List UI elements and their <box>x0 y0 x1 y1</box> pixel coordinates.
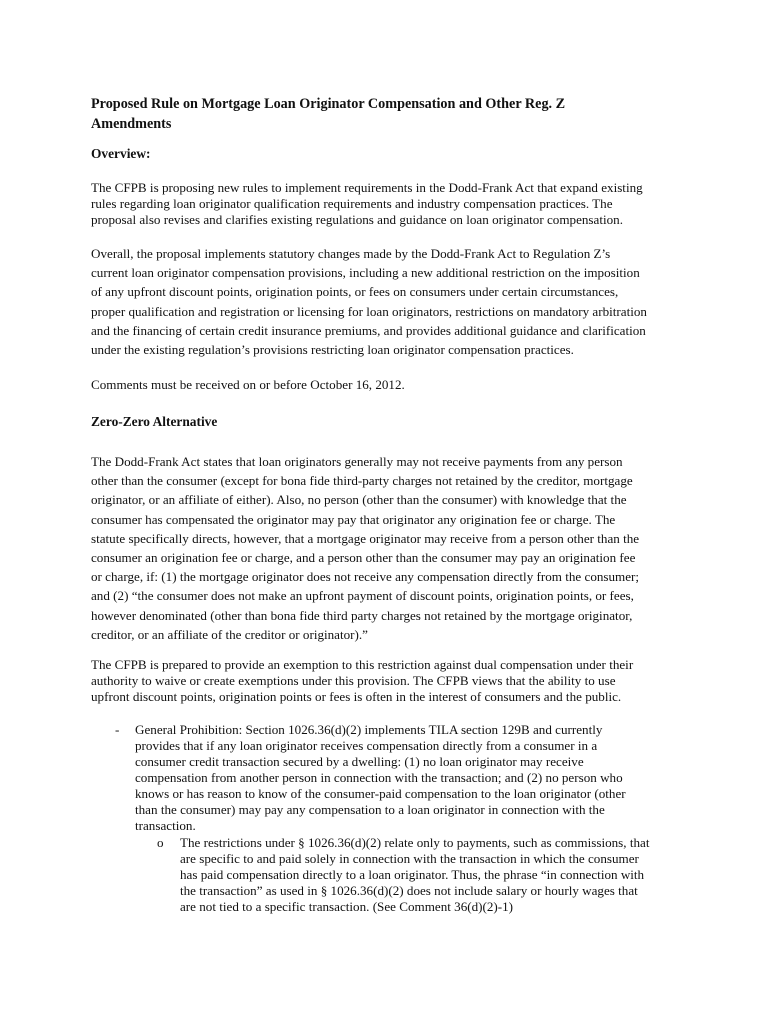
comments-deadline <box>91 375 691 394</box>
text-line: The CFPB is prepared to provide an exemption to this restriction against dual compensation under their <box>91 657 634 672</box>
text-line: consumer an origination fee or charge, and a person other than the consumer may pay an origination fee <box>91 549 636 565</box>
text-line: the transaction” as used in § 1026.36(d)(2) does not include salary or hourly wages that <box>180 883 638 898</box>
text-line: transaction. <box>135 818 196 833</box>
text-line: proper qualification and registration or licensing for loan originators, restrictions on mandatory arbitration <box>91 303 647 319</box>
text-line: The restrictions under § 1026.36(d)(2) relate only to payments, such as commissions, that <box>180 835 650 850</box>
text-line: has paid compensation directly to a loan originator. Thus, the phrase “in connection with <box>180 867 645 882</box>
text-line: and (2) “the consumer does not make an upfront payment of discount points, origination points, or fees, <box>91 588 634 604</box>
overview-paragraph-2 <box>91 244 691 359</box>
title-line: Amendments <box>91 116 172 132</box>
circle-bullet-marker: o <box>157 835 164 850</box>
title-line: Proposed Rule on Mortgage Loan Originator Compensation and Other Reg. Z <box>91 96 566 112</box>
overview-paragraph-1 <box>91 180 691 228</box>
dash-bullet-marker: - <box>115 722 120 737</box>
text-line: Comments must be received on or before October 16, 2012. <box>91 377 405 392</box>
text-line: creditor, or an affiliate of the creditor or originator).” <box>91 626 368 642</box>
text-line: consumer has compensated the originator may pay that originator any origination fee or charge. The <box>91 511 616 527</box>
zero-zero-paragraph-1 <box>91 452 691 644</box>
zero-zero-heading: Zero-Zero Alternative <box>91 414 218 429</box>
text-line: proposal also revises and clarifies existing regulations and guidance on loan originator compensation. <box>91 212 623 227</box>
text-line: statute specifically directs, however, that a mortgage originator may receive from a person other than the <box>91 530 640 546</box>
text-line: and the financing of certain credit insurance premiums, and provides additional guidance and clarification <box>91 322 646 338</box>
text-line: are specific to and paid solely in connection with the transaction in which the consumer <box>180 851 639 866</box>
text-line: rules regarding loan originator qualification requirements and industry compensation practices. The <box>91 196 613 211</box>
text-line: upfront discount points, origination points or fees is often in the interest of consumers and the public. <box>91 689 622 704</box>
text-line: are not tied to a specific transaction. (See Comment 36(d)(2)-1) <box>180 899 514 914</box>
overview-heading: Overview: <box>91 146 151 161</box>
text-line: than the consumer) may pay any compensation to a loan originator in connection with the <box>135 802 605 817</box>
text-line: under the existing regulation’s provisions restricting loan originator compensation practices. <box>91 341 574 357</box>
text-line: of any upfront discount points, origination points, or fees on consumers under certain circumstances, <box>91 284 619 300</box>
text-line: Overall, the proposal implements statutory changes made by the Dodd-Frank Act to Regulation Z’s <box>91 246 611 261</box>
text-line: authority to waive or create exemptions under this provision. The CFPB views that the ability to use <box>91 673 616 688</box>
text-line: General Prohibition: Section 1026.36(d)(2) implements TILA section 129B and currently <box>135 722 603 737</box>
text-line: compensation from another person in connection with the transaction; and (2) no person who <box>135 770 623 785</box>
zero-zero-paragraph-2 <box>91 657 691 705</box>
text-line: knows or has reason to know of the consumer-paid compensation to the loan originator (other <box>135 786 626 801</box>
document-title <box>91 94 691 134</box>
text-line: The CFPB is proposing new rules to implement requirements in the Dodd-Frank Act that expand existing <box>91 180 643 195</box>
text-line: consumer credit transaction secured by a dwelling: (1) no loan originator may receive <box>135 754 584 769</box>
text-line: originator, or an affiliate of either). Also, no person (other than the consumer) with knowledge that the <box>91 492 627 508</box>
text-line: current loan originator compensation provisions, including a new additional restriction on the imposition <box>91 265 640 281</box>
text-line: or charge, if: (1) the mortgage originator does not receive any compensation directly from the consumer; <box>91 569 640 585</box>
text-line: other than the consumer (except for bona fide third-party charges not retained by the creditor, mortgage <box>91 473 633 489</box>
text-line: however denominated (other than bona fide third party charges not retained by the mortgage originator, <box>91 607 633 623</box>
text-line: provides that if any loan originator receives compensation directly from a consumer in a <box>135 738 598 753</box>
text-line: The Dodd-Frank Act states that loan originators generally may not receive payments from any person <box>91 454 623 469</box>
